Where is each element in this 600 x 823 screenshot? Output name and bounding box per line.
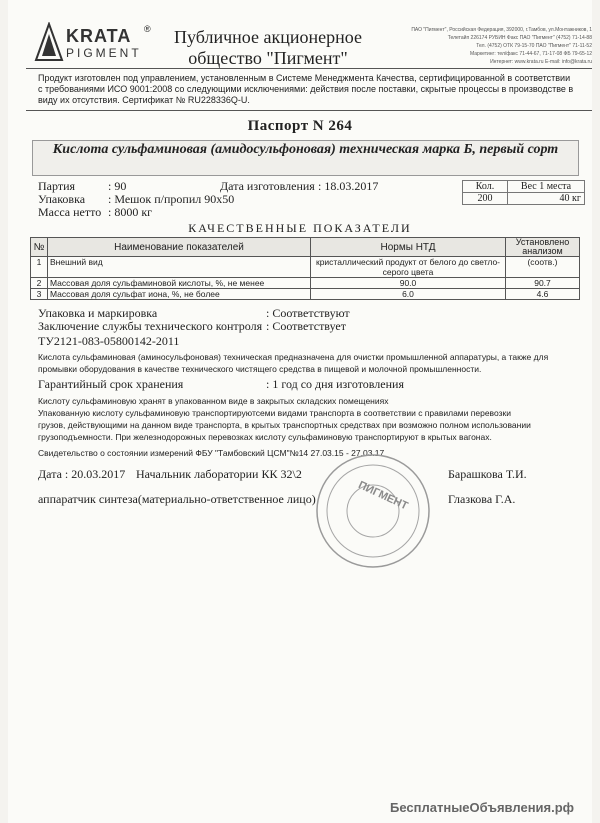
company-contacts xyxy=(380,26,592,66)
table-cell: 90.7 xyxy=(506,278,580,289)
product-name: Кислота сульфаминовая (амидосульфоновая) техническая марка Б, первый сорт xyxy=(32,140,579,176)
table-row xyxy=(31,257,580,278)
contact-line: Тел. (4752) ОТК 79-15-70 ПАО "Пигмент" 71-11-52 xyxy=(476,43,592,49)
intro-divider xyxy=(26,110,592,111)
table-cell: Массовая доля сульфаминовой кислоты, %, не менее xyxy=(48,278,311,289)
table-cell: Массовая доля сульфат иона, %, не более xyxy=(48,289,311,300)
packing-label: Упаковка и маркировка xyxy=(38,306,158,320)
storage-line: Упакованную кислоту сульфаминовую транспортируютсеми видами транспорта в соответствии с правилами перевозки xyxy=(38,408,511,418)
registered-mark: ® xyxy=(144,24,151,34)
signature-date: Дата : 20.03.2017 xyxy=(38,467,126,481)
header-divider xyxy=(26,68,592,69)
company-line-1: Публичное акционерное xyxy=(174,27,362,47)
contact-line: Интернет: www.krata.ru E-mail: info@krata.ru xyxy=(490,59,592,65)
intro-line: Продукт изготовлен под управлением, установленным в Системе Менеджмента Качества, сертифицированной в соответствии xyxy=(38,73,571,83)
contact-line: Телетайп 226174 РУБИН Факс ПАО "Пигмент" (4752) 71-14-88 xyxy=(447,35,592,41)
table-cell: 6.0 xyxy=(311,289,506,300)
net-mass-value: : 8000 кг xyxy=(108,205,153,219)
party-value: : 90 xyxy=(108,179,127,193)
passport-title: Паспорт N 264 xyxy=(247,118,353,134)
conclusion-label: Заключение службы технического контроля xyxy=(38,319,263,333)
tu-number: ТУ2121-083-05800142-2011 xyxy=(38,334,180,348)
table-row xyxy=(31,278,580,289)
intro-line: виду их отсутствия. Сертификат № RU228336Q-U. xyxy=(38,95,250,105)
purpose-line: Кислота сульфаминовая (аминосульфоновая) техническая предназначена для очистки промышленной аппаратуры, а также для xyxy=(38,352,549,362)
warranty-value: : 1 год со дня изготовления xyxy=(266,377,404,391)
intro-line: с требованиями ИСО 9001:2008 со следующими исключениями: действия после поставки, скрытые процессы в производстве в xyxy=(38,84,574,94)
measurement-certificate: Свидетельство о состоянии измерений ФБУ "Тамбовский ЦСМ"№14 27.03.15 - 27.03.17 xyxy=(38,448,385,458)
table-row xyxy=(31,289,580,300)
company-name xyxy=(158,27,378,69)
warranty-label: Гарантийный срок хранения xyxy=(38,377,184,391)
storage-line: грузоподъемности. При железнодорожных перевозках кислоту сульфаминовую транспортируют в крытых вагонах. xyxy=(38,432,492,442)
operator-name: Глазкова Г.А. xyxy=(448,492,516,506)
table-cell: 1 xyxy=(31,257,48,278)
quality-table xyxy=(30,237,580,300)
passport-document xyxy=(8,0,592,823)
table-cell: (соотв.) xyxy=(506,257,580,278)
manufacture-date-value: : 18.03.2017 xyxy=(318,179,379,193)
contact-line: Маркетинг: тел/факс 71-44-67, 71-17-08 ФБ 79-65-12 xyxy=(470,51,592,57)
logo-text: KRATA xyxy=(66,26,132,46)
column-header: Наименование показателей xyxy=(48,238,311,257)
logo-mark-icon xyxy=(34,22,64,62)
table-header-row xyxy=(31,238,580,257)
quality-system-statement xyxy=(38,73,586,106)
qty-value: 200 xyxy=(463,193,508,205)
table-cell: 3 xyxy=(31,289,48,300)
table-cell: 2 xyxy=(31,278,48,289)
column-header: № xyxy=(31,238,48,257)
storage-line: грузов, действующими на данном виде транспорта, в крытых транспортных средствах при возможно полном использовании xyxy=(38,420,531,430)
company-stamp xyxy=(314,452,432,570)
table-cell: Внешний вид xyxy=(48,257,311,278)
table-cell: 90.0 xyxy=(311,278,506,289)
conclusion-value: : Соответствует xyxy=(266,319,346,333)
logo-subtext: PIGMENT xyxy=(66,46,142,60)
contact-line: ПАО "Пигмент", Российская Федерация, 392000, г.Тамбов, ул.Монтажников, 1 xyxy=(411,27,592,33)
watermark: БесплатныеОбъявления.рф xyxy=(390,800,575,815)
storage-line: Кислоту сульфаминовую хранят в упакованном виде в закрытых складских помещениях xyxy=(38,396,389,406)
lab-chief-name: Барашкова Т.И. xyxy=(448,467,527,481)
weight-value: 40 кг xyxy=(508,193,585,205)
column-header: Установлено анализом xyxy=(506,238,580,257)
weight-header: Вес 1 места xyxy=(508,181,585,193)
krata-logo xyxy=(34,22,152,64)
company-line-2: общество "Пигмент" xyxy=(188,48,348,68)
lab-chief-label: Начальник лаборатории КК 32\2 xyxy=(136,467,302,481)
packing-value: : Соответствуют xyxy=(266,306,350,320)
column-header: Нормы НТД xyxy=(311,238,506,257)
qty-header: Кол. xyxy=(463,181,508,193)
manufacture-date-label: Дата изготовления xyxy=(220,179,315,193)
quality-section-title: КАЧЕСТВЕННЫЕ ПОКАЗАТЕЛИ xyxy=(188,221,412,235)
table-cell: кристаллический продукт от белого до светло-серого цвета xyxy=(311,257,506,278)
pack-value: : Мешок п/пропил 90х50 xyxy=(108,192,235,206)
purpose-line: промывки оборудования в качестве технического чистящего средства в пищевой и молочной промышленности. xyxy=(38,364,482,374)
operator-label: аппаратчик синтеза(материально-ответственное лицо) xyxy=(38,492,316,506)
pack-label: Упаковка xyxy=(38,192,86,206)
quantity-table xyxy=(462,180,585,205)
table-cell: 4.6 xyxy=(506,289,580,300)
party-label: Партия xyxy=(38,179,76,193)
net-mass-label: Масса нетто xyxy=(38,205,102,219)
stamp-text: ПИГМЕНТ xyxy=(356,479,410,513)
